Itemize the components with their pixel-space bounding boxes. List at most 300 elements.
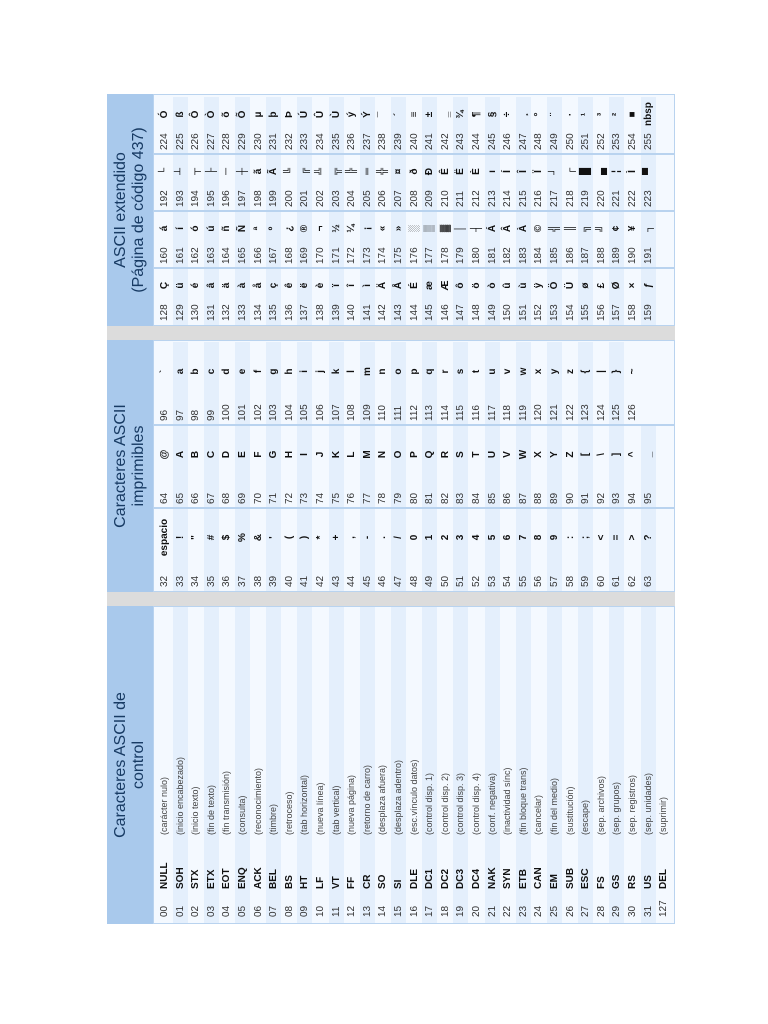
char-glyph: ³ bbox=[595, 112, 607, 117]
char-glyph: Ç bbox=[159, 281, 170, 290]
control-description: (control disp. 3) bbox=[455, 772, 466, 835]
char-code: 238 bbox=[377, 133, 389, 150]
char-glyph: y bbox=[549, 368, 560, 375]
char-code: 107 bbox=[330, 404, 342, 421]
table-row bbox=[485, 154, 500, 211]
table-column bbox=[154, 508, 674, 591]
table-row bbox=[641, 425, 656, 508]
char-code: 89 bbox=[549, 492, 560, 504]
char-glyph: ▓ bbox=[439, 224, 451, 233]
char-glyph: v bbox=[502, 368, 514, 375]
char-code: 151 bbox=[517, 304, 529, 321]
char-code: 74 bbox=[315, 492, 326, 504]
table-row bbox=[485, 607, 500, 923]
control-symbol: LF bbox=[315, 876, 326, 889]
char-glyph: Å bbox=[393, 281, 404, 290]
char-glyph: · bbox=[564, 112, 576, 117]
char-glyph: Ñ bbox=[237, 224, 248, 233]
char-glyph: ` bbox=[159, 369, 170, 374]
char-glyph: Ý bbox=[361, 111, 373, 118]
table-row bbox=[578, 97, 593, 154]
char-glyph: # bbox=[205, 534, 217, 541]
char-glyph: Ë bbox=[455, 168, 467, 175]
char-code: 143 bbox=[393, 304, 404, 321]
control-symbol: DC4 bbox=[471, 868, 482, 889]
table-row bbox=[235, 154, 250, 211]
table-row bbox=[157, 97, 172, 154]
control-description: (control disp. 4) bbox=[471, 772, 481, 835]
table-row bbox=[297, 425, 312, 508]
table-row bbox=[516, 607, 531, 923]
table-row bbox=[204, 154, 219, 211]
char-code: 183 bbox=[517, 247, 529, 264]
char-code: 77 bbox=[361, 492, 373, 504]
char-glyph: ã bbox=[252, 168, 264, 175]
table-row bbox=[188, 154, 203, 211]
char-glyph: ¹ bbox=[580, 112, 592, 117]
char-code: 112 bbox=[408, 405, 420, 421]
char-code: 96 bbox=[159, 409, 170, 421]
char-glyph: ¤ bbox=[393, 168, 404, 175]
char-code: 141 bbox=[361, 304, 373, 321]
control-title-line1: Caracteres ASCII de bbox=[112, 692, 129, 838]
table-row bbox=[578, 154, 593, 211]
char-code: 91 bbox=[580, 492, 592, 504]
table-row bbox=[453, 154, 468, 211]
table-row bbox=[407, 508, 422, 591]
table-row bbox=[453, 97, 468, 154]
char-code: 119 bbox=[517, 405, 529, 421]
char-code: 75 bbox=[330, 492, 342, 504]
char-glyph: ñ bbox=[221, 225, 233, 232]
char-code: 168 bbox=[283, 247, 295, 264]
table-row bbox=[609, 211, 624, 268]
char-code: 182 bbox=[502, 247, 514, 264]
char-glyph: 3 bbox=[455, 534, 467, 541]
control-symbol: DC2 bbox=[439, 868, 451, 889]
char-glyph: × bbox=[627, 282, 638, 289]
table-row bbox=[625, 342, 640, 425]
control-description: (inactividad sínc) bbox=[502, 767, 513, 835]
table-row bbox=[391, 508, 406, 591]
char-code: 118 bbox=[502, 405, 514, 421]
table-row bbox=[625, 607, 640, 923]
table-row bbox=[516, 211, 531, 268]
char-code: 98 bbox=[190, 409, 202, 421]
char-code: 97 bbox=[174, 409, 186, 421]
char-glyph: i bbox=[299, 370, 311, 373]
char-code: 103 bbox=[268, 404, 280, 421]
printable-chars-header bbox=[107, 340, 153, 592]
char-code: 04 bbox=[221, 905, 233, 917]
char-glyph: espacio bbox=[159, 518, 170, 557]
table-row bbox=[547, 268, 562, 325]
table-row bbox=[516, 97, 531, 154]
char-glyph: ^ bbox=[627, 451, 638, 458]
char-code: 186 bbox=[564, 247, 576, 264]
char-glyph: ö bbox=[471, 282, 482, 289]
char-glyph: 7 bbox=[517, 534, 529, 541]
char-code: 161 bbox=[174, 247, 186, 264]
char-code: 180 bbox=[471, 247, 482, 264]
char-code: 223 bbox=[642, 190, 654, 207]
table-row bbox=[485, 211, 500, 268]
char-code: 66 bbox=[190, 492, 202, 504]
table-row bbox=[578, 268, 593, 325]
char-glyph: z bbox=[564, 369, 576, 374]
char-glyph: h bbox=[283, 368, 295, 375]
char-glyph: É bbox=[408, 282, 420, 289]
table-row bbox=[360, 154, 375, 211]
table-row bbox=[344, 425, 359, 508]
char-glyph: Z bbox=[564, 451, 576, 458]
table-row bbox=[266, 425, 281, 508]
table-row bbox=[547, 211, 562, 268]
table-row bbox=[391, 607, 406, 923]
table-row bbox=[251, 97, 266, 154]
char-code: 205 bbox=[361, 190, 373, 207]
char-glyph: J bbox=[315, 451, 326, 458]
char-glyph: ╣ bbox=[549, 224, 560, 233]
char-code: 78 bbox=[377, 492, 389, 504]
table-row bbox=[594, 508, 609, 591]
char-code: 150 bbox=[502, 304, 514, 321]
char-glyph: á bbox=[159, 225, 170, 232]
table-row bbox=[391, 342, 406, 425]
char-code: 240 bbox=[408, 133, 420, 150]
char-glyph: ± bbox=[424, 111, 436, 118]
char-glyph: S bbox=[455, 451, 467, 458]
char-glyph: © bbox=[533, 224, 545, 233]
table-row bbox=[641, 97, 656, 154]
char-glyph: Ö bbox=[549, 281, 560, 290]
char-glyph: à bbox=[237, 282, 248, 289]
char-glyph: ä bbox=[221, 282, 233, 289]
table-row bbox=[282, 342, 297, 425]
char-glyph: ¾ bbox=[455, 110, 467, 119]
table-row bbox=[563, 268, 578, 325]
char-code: 42 bbox=[315, 575, 326, 587]
table-row bbox=[531, 342, 546, 425]
table-row bbox=[360, 268, 375, 325]
control-description: (escape) bbox=[580, 799, 591, 835]
table-row bbox=[375, 342, 390, 425]
control-description: (nueva línea) bbox=[315, 782, 325, 835]
char-code: 169 bbox=[299, 247, 311, 264]
char-glyph: " bbox=[190, 535, 202, 540]
table-row bbox=[204, 607, 219, 923]
char-code: 184 bbox=[533, 247, 545, 264]
char-code: 43 bbox=[330, 575, 342, 587]
char-glyph: ] bbox=[611, 452, 623, 457]
char-code: 126 bbox=[627, 404, 638, 421]
table-row bbox=[563, 508, 578, 591]
char-glyph: ╬ bbox=[377, 167, 389, 176]
control-description: (fin bloque trans) bbox=[517, 767, 528, 835]
char-glyph: = bbox=[611, 534, 623, 541]
char-code: 233 bbox=[299, 133, 311, 150]
table-row bbox=[344, 154, 359, 211]
char-glyph: D bbox=[221, 450, 233, 459]
table-row bbox=[329, 342, 344, 425]
char-code: 152 bbox=[533, 304, 545, 321]
control-chars-table bbox=[153, 606, 675, 924]
char-code: 82 bbox=[439, 492, 451, 504]
char-code: 15 bbox=[393, 905, 404, 917]
char-code: 21 bbox=[486, 905, 498, 917]
char-code: 57 bbox=[549, 575, 560, 587]
char-glyph: ) bbox=[299, 535, 311, 540]
char-code: 176 bbox=[408, 247, 420, 264]
char-glyph: Ð bbox=[424, 167, 436, 176]
table-row bbox=[391, 425, 406, 508]
char-code: 111 bbox=[393, 405, 404, 421]
char-code: 130 bbox=[190, 304, 202, 321]
table-row bbox=[313, 211, 328, 268]
char-glyph: j bbox=[315, 370, 326, 373]
table-row bbox=[547, 607, 562, 923]
char-code: 247 bbox=[517, 133, 529, 150]
table-row bbox=[282, 268, 297, 325]
char-code: 173 bbox=[361, 247, 373, 264]
char-glyph: À bbox=[517, 224, 529, 233]
char-glyph: < bbox=[595, 534, 607, 541]
column-divider bbox=[154, 424, 674, 426]
control-symbol: RS bbox=[627, 875, 638, 889]
table-row bbox=[329, 607, 344, 923]
table-row bbox=[516, 154, 531, 211]
column-divider bbox=[154, 153, 674, 155]
control-symbol: DEL bbox=[658, 869, 670, 889]
table-row bbox=[547, 154, 562, 211]
control-description: (conf. negativa) bbox=[486, 772, 497, 835]
char-code: 158 bbox=[627, 304, 638, 321]
char-code: 206 bbox=[377, 190, 389, 207]
char-code: 50 bbox=[439, 575, 451, 587]
char-glyph: Þ bbox=[283, 111, 295, 118]
char-code: 22 bbox=[502, 905, 514, 917]
char-glyph: Y bbox=[549, 451, 560, 458]
char-code: 131 bbox=[205, 304, 217, 321]
char-code: 197 bbox=[237, 190, 248, 207]
char-glyph: ¼ bbox=[346, 224, 358, 233]
char-glyph: N bbox=[377, 450, 389, 459]
control-description: (consulta) bbox=[237, 795, 247, 835]
table-row bbox=[266, 211, 281, 268]
char-glyph: & bbox=[252, 533, 264, 542]
char-code: 116 bbox=[471, 405, 482, 421]
char-glyph: 6 bbox=[502, 534, 514, 541]
char-code: 117 bbox=[486, 405, 498, 421]
char-glyph: Ú bbox=[299, 110, 311, 119]
control-symbol: US bbox=[642, 875, 654, 889]
char-code: 16 bbox=[408, 905, 420, 917]
control-description: (inicio encabezado) bbox=[174, 756, 185, 835]
table-column bbox=[154, 268, 674, 325]
char-glyph: è bbox=[315, 282, 326, 289]
char-code: 164 bbox=[221, 247, 233, 264]
char-glyph: ═ bbox=[361, 167, 373, 176]
char-code: 31 bbox=[642, 905, 654, 917]
table-row bbox=[235, 508, 250, 591]
table-row bbox=[188, 342, 203, 425]
table-row bbox=[438, 97, 453, 154]
char-glyph: ß bbox=[174, 111, 186, 118]
char-code: 35 bbox=[205, 575, 217, 587]
char-code: 146 bbox=[439, 304, 451, 321]
char-glyph: § bbox=[486, 111, 498, 118]
char-code: 144 bbox=[408, 304, 420, 321]
table-row bbox=[173, 425, 188, 508]
char-code: 200 bbox=[283, 190, 295, 207]
table-row bbox=[157, 154, 172, 211]
table-row bbox=[407, 342, 422, 425]
char-code: 250 bbox=[564, 133, 576, 150]
table-row bbox=[188, 211, 203, 268]
table-row bbox=[282, 97, 297, 154]
char-glyph: » bbox=[393, 225, 404, 232]
table-row bbox=[625, 508, 640, 591]
char-code: 99 bbox=[205, 409, 217, 421]
table-row bbox=[547, 425, 562, 508]
char-code: 147 bbox=[455, 304, 467, 321]
char-code: 94 bbox=[627, 492, 638, 504]
table-row bbox=[313, 508, 328, 591]
char-code: 102 bbox=[252, 404, 264, 421]
table-row bbox=[469, 342, 484, 425]
char-code: 198 bbox=[252, 190, 264, 207]
char-code: 255 bbox=[642, 133, 654, 150]
char-code: 93 bbox=[611, 492, 623, 504]
table-row bbox=[407, 154, 422, 211]
char-glyph: \ bbox=[595, 453, 607, 456]
control-chars-panel bbox=[107, 606, 675, 924]
char-code: 254 bbox=[627, 133, 638, 150]
column-divider bbox=[154, 507, 674, 509]
table-row bbox=[173, 268, 188, 325]
table-row bbox=[235, 211, 250, 268]
char-code: 181 bbox=[486, 247, 498, 264]
char-glyph: B bbox=[190, 450, 202, 459]
table-row bbox=[204, 97, 219, 154]
table-row bbox=[609, 607, 624, 923]
char-glyph: ╗ bbox=[580, 224, 592, 233]
char-glyph: ï bbox=[330, 284, 342, 287]
char-glyph: ╔ bbox=[299, 167, 311, 176]
char-code: 156 bbox=[595, 304, 607, 321]
char-code: 224 bbox=[159, 133, 170, 150]
table-row bbox=[453, 508, 468, 591]
table-row bbox=[563, 607, 578, 923]
table-row bbox=[531, 268, 546, 325]
char-code: 24 bbox=[533, 905, 545, 917]
char-glyph: ├ bbox=[205, 167, 217, 176]
char-code: 178 bbox=[439, 247, 451, 264]
table-row bbox=[641, 607, 656, 923]
char-code: 113 bbox=[424, 405, 436, 421]
char-glyph: d bbox=[221, 368, 233, 375]
char-code: 67 bbox=[205, 492, 217, 504]
table-row bbox=[251, 211, 266, 268]
char-code: 193 bbox=[174, 190, 186, 207]
control-description: (desplaza adentro) bbox=[393, 759, 403, 835]
table-row bbox=[297, 97, 312, 154]
char-glyph: ì bbox=[361, 284, 373, 287]
table-row bbox=[469, 154, 484, 211]
char-code: 219 bbox=[580, 190, 592, 207]
char-code: 59 bbox=[580, 575, 592, 587]
char-code: 41 bbox=[299, 575, 311, 587]
control-symbol: ETX bbox=[205, 869, 217, 889]
char-glyph: ý bbox=[346, 111, 358, 118]
control-symbol: ESC bbox=[580, 868, 592, 889]
control-symbol: FS bbox=[595, 876, 607, 889]
char-glyph: â bbox=[205, 282, 217, 289]
table-row bbox=[641, 268, 656, 325]
table-row bbox=[625, 425, 640, 508]
table-row bbox=[453, 425, 468, 508]
table-row bbox=[235, 97, 250, 154]
char-glyph: ~ bbox=[627, 368, 638, 375]
table-column bbox=[154, 154, 674, 211]
table-row bbox=[563, 425, 578, 508]
char-code: 100 bbox=[221, 404, 233, 421]
char-code: 10 bbox=[315, 905, 326, 917]
table-row bbox=[594, 154, 609, 211]
control-symbol: GS bbox=[611, 874, 623, 889]
table-row bbox=[297, 154, 312, 211]
table-row bbox=[297, 508, 312, 591]
char-glyph: @ bbox=[159, 449, 170, 460]
char-code: 227 bbox=[205, 133, 217, 150]
char-glyph: g bbox=[268, 368, 280, 375]
char-code: 248 bbox=[533, 133, 545, 150]
char-glyph: ¢ bbox=[611, 225, 623, 232]
control-chars-header bbox=[107, 606, 153, 924]
char-glyph: 8 bbox=[533, 534, 545, 541]
control-symbol: STX bbox=[190, 869, 202, 889]
table-row bbox=[251, 154, 266, 211]
char-code: 32 bbox=[159, 575, 170, 587]
ascii-table-sheet bbox=[107, 94, 675, 924]
table-row bbox=[422, 211, 437, 268]
table-column bbox=[154, 425, 674, 508]
char-code: 104 bbox=[283, 404, 295, 421]
char-glyph: Í bbox=[502, 170, 514, 173]
char-code: 27 bbox=[580, 905, 592, 917]
char-glyph: P bbox=[408, 451, 420, 458]
table-row bbox=[235, 607, 250, 923]
char-code: 171 bbox=[330, 247, 342, 264]
table-row bbox=[157, 607, 172, 923]
char-glyph: ¿ bbox=[283, 225, 295, 232]
table-row bbox=[360, 342, 375, 425]
table-row bbox=[297, 268, 312, 325]
table-row bbox=[438, 508, 453, 591]
char-code: 172 bbox=[346, 247, 358, 264]
char-code: 207 bbox=[393, 190, 404, 207]
table-row bbox=[438, 342, 453, 425]
char-code: 242 bbox=[439, 133, 451, 150]
char-code: 228 bbox=[221, 133, 233, 150]
table-row bbox=[453, 607, 468, 923]
char-code: 253 bbox=[611, 133, 623, 150]
char-glyph: ░ bbox=[408, 224, 420, 233]
char-glyph: K bbox=[330, 450, 342, 459]
table-row bbox=[173, 508, 188, 591]
char-glyph: V bbox=[502, 451, 514, 458]
char-glyph: ë bbox=[299, 282, 311, 289]
